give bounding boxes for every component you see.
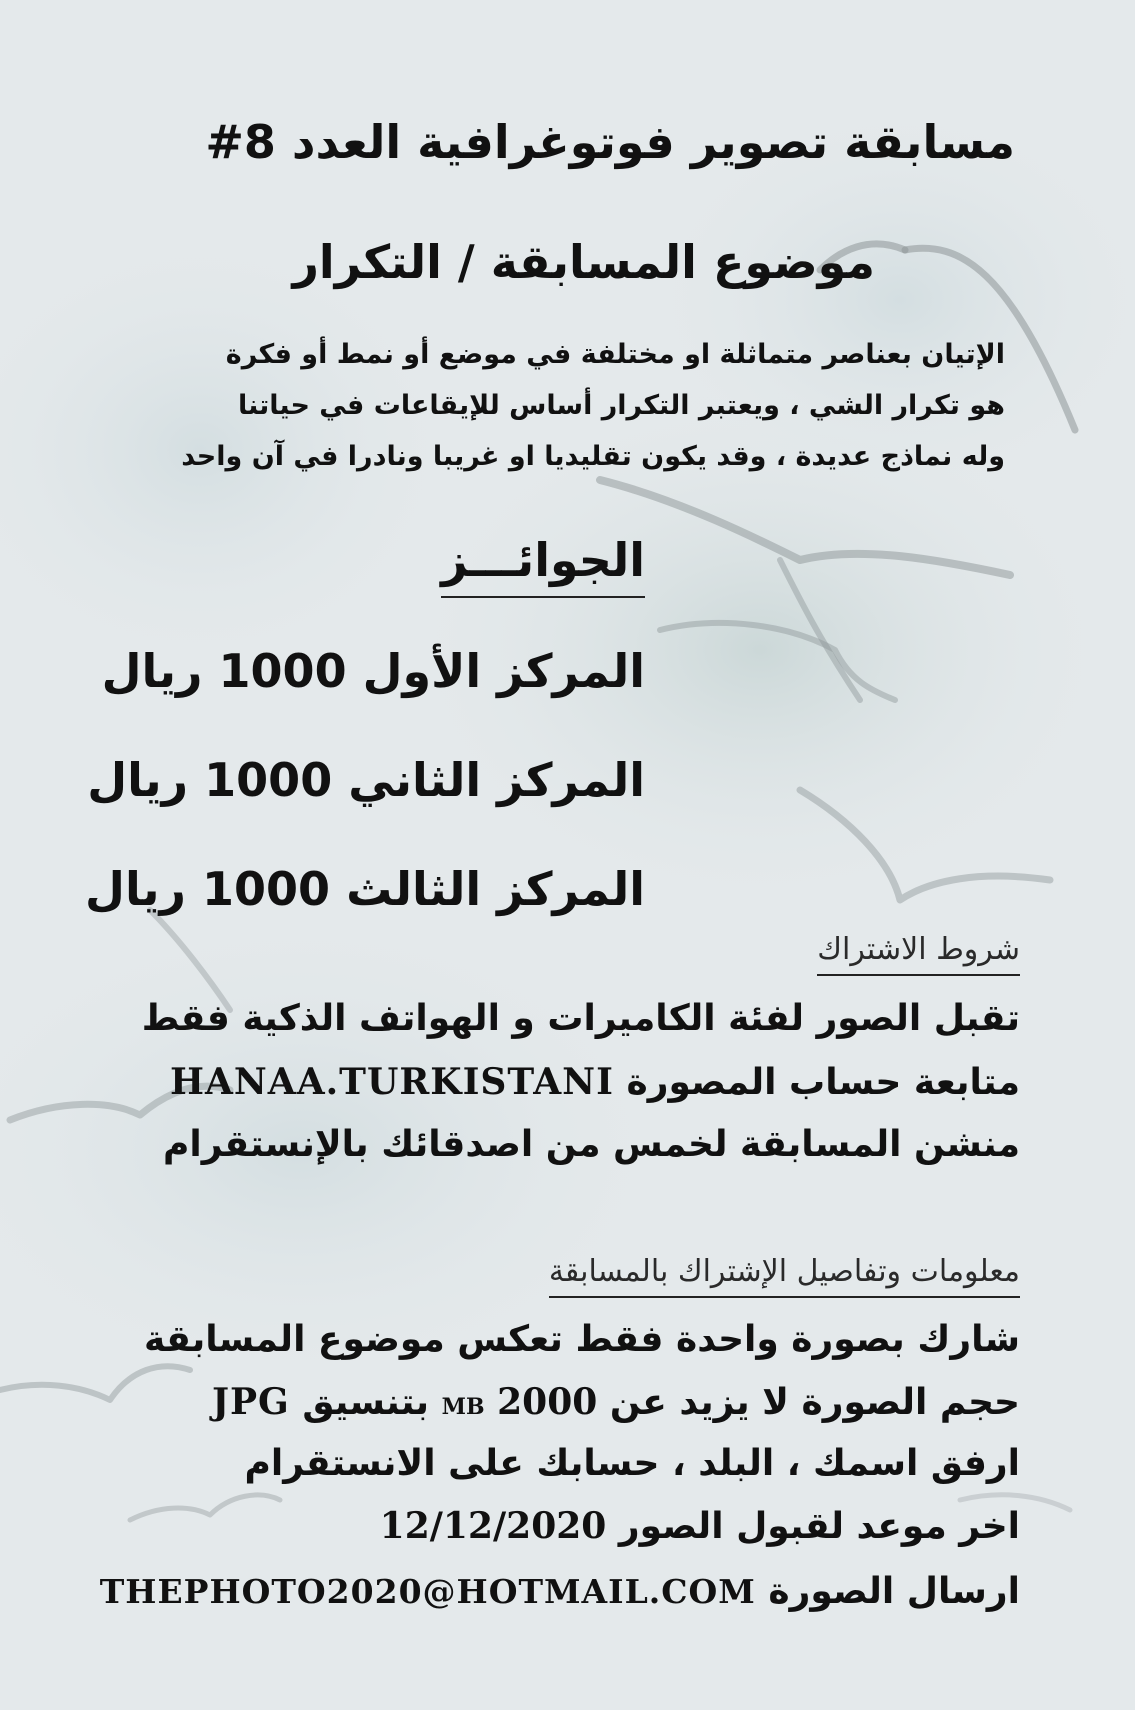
contact-email[interactable]: THEPHOTO2020@HOTMAIL.COM (99, 1572, 756, 1611)
prize-item (87, 749, 645, 811)
detail-text: بتنسيق (302, 1382, 430, 1423)
prize-place: المركز الثاني (348, 753, 645, 807)
detail-line (380, 1502, 1020, 1551)
prize-currency: ريال (101, 644, 203, 698)
prize-item (85, 858, 645, 920)
prize-currency: ريال (85, 862, 186, 916)
condition-text: متابعة حساب المصورة (626, 1062, 1020, 1103)
prize-amount: 1000 (202, 862, 331, 916)
detail-line (100, 1568, 1020, 1616)
size-value: 2000 (497, 1381, 598, 1423)
conditions-heading: شروط الاشتراك (817, 930, 1020, 976)
condition-line: تقبل الصور لفئة الكاميرات و الهواتف الذكية فقط (141, 998, 1020, 1039)
detail-line (212, 1378, 1020, 1431)
detail-text: حجم الصورة لا يزيد عن (609, 1382, 1020, 1423)
detail-line: شارك بصورة واحدة فقط تعكس موضوع المسابقة (144, 1319, 1020, 1360)
condition-line: منشن المسابقة لخمس من اصدقائك بالإنستقرام (162, 1124, 1020, 1165)
page-title: مسابقة تصوير فوتوغرافية العدد 8# (205, 115, 1015, 169)
intro-line: هو تكرار الشي ، ويعتبر التكرار أساس للإيقاعات في حياتنا (237, 390, 1005, 421)
details-heading: معلومات وتفاصيل الإشتراك بالمسابقة (549, 1252, 1020, 1298)
condition-line (170, 1058, 1020, 1107)
prizes-heading: الجوائـــز (441, 530, 645, 598)
intro-line: الإتيان بعناصر متماثلة او مختلفة في موضع أو نمط أو فكرة (225, 339, 1005, 370)
file-format: JPG (211, 1381, 290, 1423)
prize-amount: 1000 (204, 753, 333, 807)
prize-amount: 1000 (218, 644, 347, 698)
deadline-date: 12/12/2020 (379, 1505, 607, 1547)
detail-text: اخر موعد لقبول الصور (618, 1506, 1020, 1547)
size-unit: MB (441, 1394, 485, 1420)
prize-item (102, 640, 645, 702)
contest-topic: موضوع المسابقة / التكرار (292, 235, 875, 289)
prize-place: المركز الأول (362, 644, 645, 698)
detail-text: ارسال الصورة (768, 1571, 1020, 1612)
intro-line: وله نماذج عديدة ، وقد يكون تقليديا او غريبا ونادرا في آن واحد (181, 441, 1005, 472)
instagram-account: HANAA.TURKISTANI (169, 1061, 614, 1103)
detail-line: ارفق اسمك ، البلد ، حسابك على الانستقرام (244, 1443, 1020, 1484)
prize-place: المركز الثالث (346, 862, 645, 916)
prize-currency: ريال (87, 753, 189, 807)
